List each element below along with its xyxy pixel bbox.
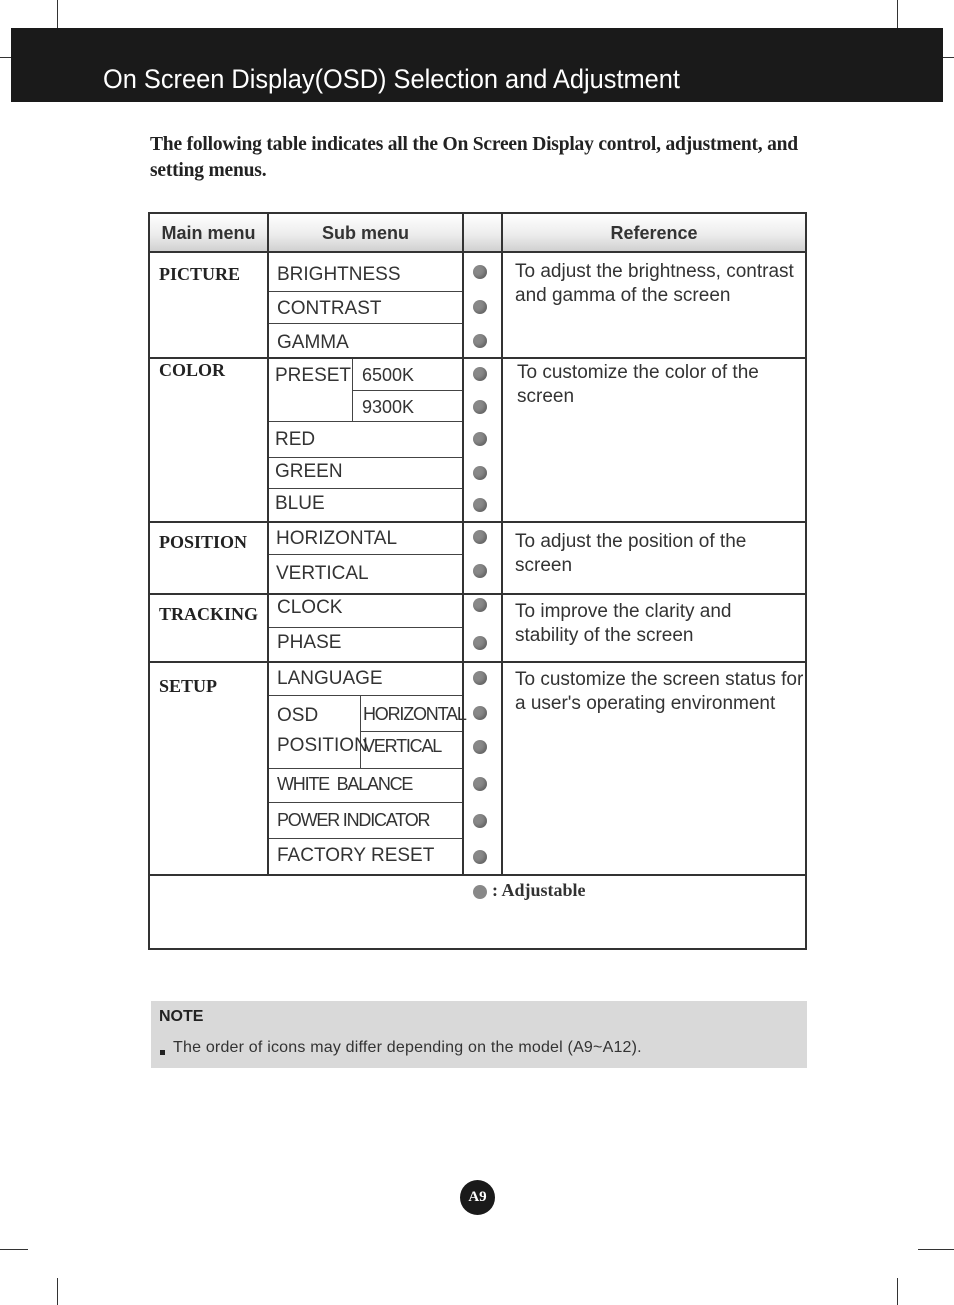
crop-mark [57,0,58,28]
row-separator [269,802,462,803]
osd-vertical: VERTICAL [363,736,442,756]
crop-mark [0,1249,28,1250]
crop-mark [943,57,954,58]
legend-dot-icon [473,885,487,899]
reference-color: To customize the color of the screen [517,362,759,407]
reference-picture: To adjust the brightness, contrast and gamma of the screen [515,261,794,306]
note-title: NOTE [159,1008,204,1025]
main-menu-setup: SETUP [159,676,218,696]
sub-menu-phase: PHASE [277,632,342,653]
adjustable-dot-icon [473,706,487,720]
adjustable-dot-icon [473,334,487,348]
header-sub-menu: Sub menu [269,214,462,252]
adjustable-dot-icon [473,850,487,864]
osd-table [148,212,807,950]
sub-menu-clock: CLOCK [277,597,343,618]
main-menu-picture: PICTURE [159,264,241,284]
row-separator [269,554,462,555]
reference-setup: To customize the screen status for a user's operating environment [515,669,804,714]
adjustable-dot-icon [473,598,487,612]
sub-menu-blue: BLUE [275,493,325,514]
adjustable-dot-icon [473,740,487,754]
sub-menu-factory-reset: FACTORY RESET [277,845,435,866]
adjustable-dot-icon [473,777,487,791]
table-divider [148,357,807,359]
row-separator [269,488,462,489]
preset-6500k: 6500K [362,365,415,385]
adjustable-dot-icon [473,432,487,446]
adjustable-dot-icon [473,814,487,828]
adjustable-dot-icon [473,367,487,381]
reference-position: To adjust the position of the screen [515,531,747,576]
page-number: A9 [460,1180,495,1215]
crop-mark [0,57,11,58]
page-title: On Screen Display(OSD) Selection and Adjustment [103,64,680,94]
table-divider [501,212,503,874]
row-separator [269,695,462,696]
intro-text: The following table indicates all the On Screen Display control, adjustment, and setting menus. [150,134,798,181]
row-separator [269,421,462,422]
adjustable-dot-icon [473,671,487,685]
table-divider [462,212,464,874]
row-separator [269,627,462,628]
column-separator [352,359,353,421]
bullet-icon [160,1050,165,1055]
adjustable-dot-icon [473,265,487,279]
adjustable-dot-icon [473,564,487,578]
crop-mark [57,1278,58,1305]
row-separator [269,323,462,324]
sub-menu-red: RED [275,429,316,450]
row-separator [269,457,462,458]
column-separator [360,695,361,768]
adjustable-dot-icon [473,400,487,414]
sub-menu-power-indicator: POWER INDICATOR [277,810,430,830]
table-divider [148,521,807,523]
osd-horizontal: HORIZONTAL [363,704,466,724]
row-separator [361,731,462,732]
row-separator [269,291,462,292]
sub-menu-brightness: BRIGHTNESS [277,264,401,285]
sub-menu-white-balance: WHITE BALANCE [277,774,413,794]
sub-menu-horizontal: HORIZONTAL [276,528,398,549]
table-divider [148,661,807,663]
adjustable-dot-icon [473,300,487,314]
row-separator [269,768,462,769]
sub-menu-gamma: GAMMA [277,332,349,353]
sub-menu-osd: OSD [277,705,319,726]
preset-9300k: 9300K [362,397,415,417]
reference-tracking: To improve the clarity and stability of the screen [515,601,732,646]
row-separator [269,838,462,839]
sub-menu-vertical: VERTICAL [276,563,369,584]
legend-adjustable: : Adjustable [492,880,586,900]
sub-menu-osd-position: POSITION [277,735,368,756]
sub-menu-green: GREEN [275,461,343,482]
note-box [151,1001,807,1068]
header-reference: Reference [503,214,805,252]
table-divider [148,251,807,253]
adjustable-dot-icon [473,636,487,650]
main-menu-color: COLOR [159,360,226,380]
sub-menu-preset: PRESET [275,365,352,386]
crop-mark [897,0,898,28]
crop-mark [918,1249,954,1250]
adjustable-dot-icon [473,498,487,512]
header-main-menu: Main menu [150,214,267,252]
crop-mark [897,1278,898,1305]
sub-menu-language: LANGUAGE [277,668,383,689]
adjustable-dot-icon [473,530,487,544]
main-menu-position: POSITION [159,532,248,552]
adjustable-dot-icon [473,466,487,480]
table-divider [267,212,269,874]
row-separator [353,390,462,391]
note-text: The order of icons may differ depending on the model (A9~A12). [173,1039,642,1056]
header-indicator [464,214,501,252]
sub-menu-contrast: CONTRAST [277,298,382,319]
table-divider [148,593,807,595]
main-menu-tracking: TRACKING [159,604,259,624]
table-divider [148,874,807,876]
